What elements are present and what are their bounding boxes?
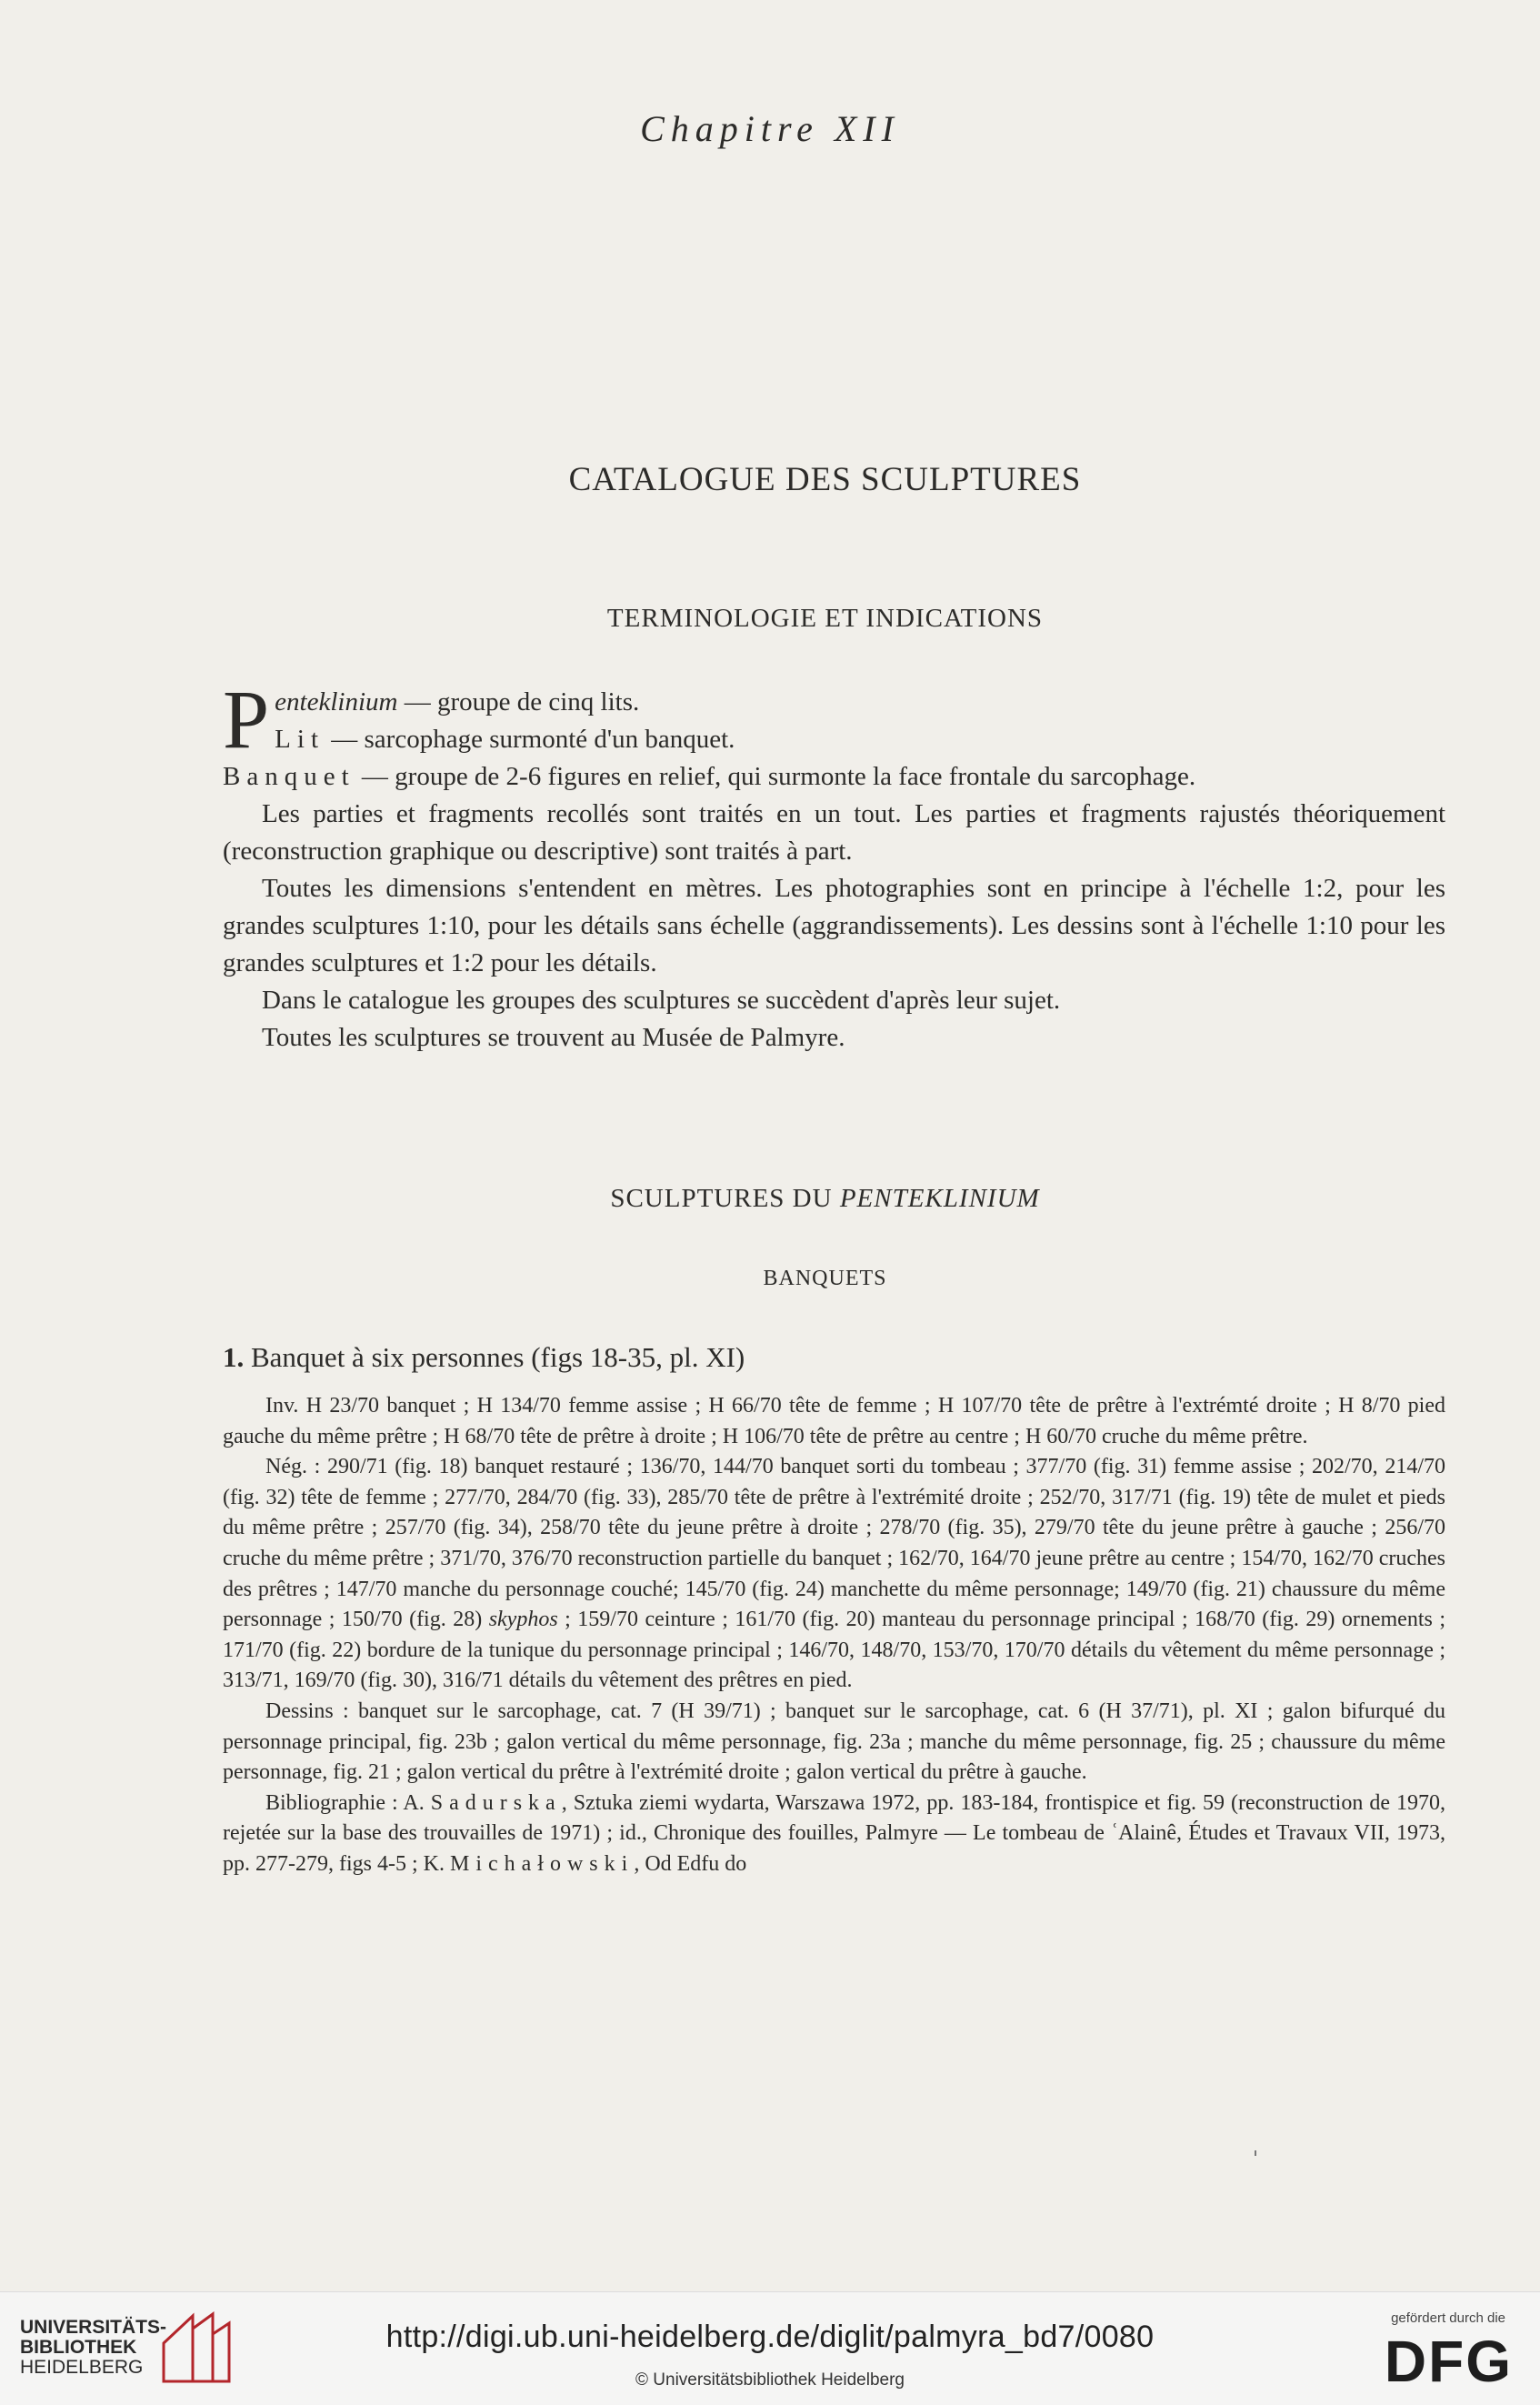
- paragraph-dimensions: Toutes les dimensions s'entendent en mètres. Les photographies sont en principe à l'échelle 1:2, pour les grandes sculptures 1:10, pour les détails sans échelle (aggrandissements). Les dessins sont à l'échelle 1:10 pour les grandes sculptures et 1:2 pour les détails.: [223, 874, 1445, 977]
- section-subtitle: TERMINOLOGIE ET INDICATIONS: [606, 604, 1044, 633]
- bibliography-paragraph: Bibliographie : A. Sadurska, Sztuka ziemi wydarta, Warszawa 1972, pp. 183-184, frontispice et fig. 59 (reconstruction de 1970, rejetée sur la base des trouvailles de 1971) ; id., Chronique des fouilles, Palmyre — Le tombeau de ʿAlainê, Études et Travaux VII, 1973, pp. 277-279, figs 4-5 ; K. Michałowski, Od Edfu do: [223, 1790, 1446, 1876]
- permalink-link[interactable]: http://digi.ub.uni-heidelberg.de/diglit/palmyra_bd7/0080: [385, 2320, 1155, 2354]
- scan-mark: [1255, 2150, 1256, 2156]
- term-name: enteklinium: [275, 687, 398, 716]
- term-definition: — sarcophage surmonté d'un banquet.: [325, 725, 735, 754]
- dfg-logo: DFG: [1384, 2329, 1513, 2394]
- entry-number: 1.: [223, 1341, 245, 1373]
- paragraph-parties: Les parties et fragments recollés sont traités en un tout. Les parties et fragments rajustés théoriquement (reconstruction graphique ou descriptive) sont traités à part.: [223, 799, 1445, 866]
- copyright-notice: © Universitätsbibliothek Heidelberg: [635, 2370, 905, 2390]
- group-heading: BANQUETS: [763, 1267, 887, 1290]
- term-banquet: [223, 758, 1445, 796]
- negatives-paragraph: Nég. : 290/71 (fig. 18) banquet restauré ; 136/70, 144/70 banquet sorti du tombeau ; 377/70 (fig. 31) femme assise ; 202/70, 214/70 (fig. 32) tête de femme ; 277/70, 284/70 (fig. 33), 285/70 tête de prêtre à l'extrémité droite ; 252/70, 317/71 (fig. 19) tête de mulet et pieds du même prêtre ; 257/70 (fig. 34), 258/70 tête du jeune prêtre à droite ; 278/70 (fig. 35), 279/70 tête du jeune prêtre à gauche ; 256/70 cruche du même prêtre ; 371/70, 376/70 reconstruction partielle du banquet ; 162/70, 164/70 jeune prêtre au centre ; 154/70, 162/70 cruches des prêtres ; 147/70 manche du personnage couché; 145/70 (fig. 24) manchette du même personnage; 149/70 (fig. 21) chaussure du même personnage ; 150/70 (fig. 28) skyphos ; 159/70 ceinture ; 161/70 (fig. 20) manteau du personnage principal ; 168/70 (fig. 29) ornements ; 171/70 (fig. 22) bordure de la tunique du personnage principal ; 146/70, 148/70, 153/70, 170/70 détails du vêtement du même personnage ; 313/71, 169/70 (fig. 30), 316/71 détails du vêtement des prêtres en pied.: [223, 1455, 1445, 1693]
- drawings-paragraph: Dessins : banquet sur le sarcophage, cat. 7 (H 39/71) ; banquet sur le sarcophage, cat. 6 (H 37/71), pl. XI ; galon bifurqué du personnage principal, fig. 23b ; galon vertical du même personnage, fig. 23a ; manche du même personnage, fig. 25 ; chaussure du même personnage, fig. 21 ; galon vertical du prêtre à l'extrémité droite ; galon vertical du prêtre à gauche.: [223, 1699, 1445, 1785]
- paragraph-catalogue: Dans le catalogue les groupes des sculptures se succèdent d'après leur sujet.: [262, 986, 1061, 1015]
- funding-note: gefördert durch die: [1391, 2310, 1505, 2326]
- page-title: CATALOGUE DES SCULPTURES: [568, 461, 1082, 498]
- entry-title: Banquet à six personnes (figs 18-35, pl. XI): [251, 1341, 745, 1373]
- digitization-footer: [0, 2291, 1540, 2405]
- term-lit: [223, 721, 1445, 758]
- paragraph-musee: Toutes les sculptures se trouvent au Musée de Palmyre.: [262, 1023, 845, 1052]
- section-heading: SCULPTURES DU PENTEKLINIUM: [610, 1184, 1040, 1213]
- chapter-heading: Chapitre XII: [640, 108, 900, 149]
- catalogue-entry-body: [223, 1391, 1445, 1880]
- term-definition: — groupe de cinq lits.: [397, 687, 640, 716]
- term-name: Banquet: [223, 762, 355, 791]
- catalogue-entry-heading: [223, 1341, 745, 1374]
- term-name: Lit: [275, 725, 325, 754]
- term-definition: — groupe de 2-6 figures en relief, qui surmonte la face frontale du sarcophage.: [355, 762, 1196, 791]
- inventory-paragraph: Inv. H 23/70 banquet ; H 134/70 femme assise ; H 66/70 tête de femme ; H 107/70 tête de prêtre à l'extrémté droite ; H 8/70 pied gauche du même prêtre ; H 68/70 tête de prêtre à droite ; H 106/70 tête de prêtre au centre ; H 60/70 cruche du même prêtre.: [223, 1394, 1445, 1448]
- drop-cap: P: [223, 673, 270, 766]
- library-name: UNIVERSITÄTS- BIBLIOTHEK HEIDELBERG: [20, 2317, 167, 2378]
- terminology-block: [223, 673, 1445, 1057]
